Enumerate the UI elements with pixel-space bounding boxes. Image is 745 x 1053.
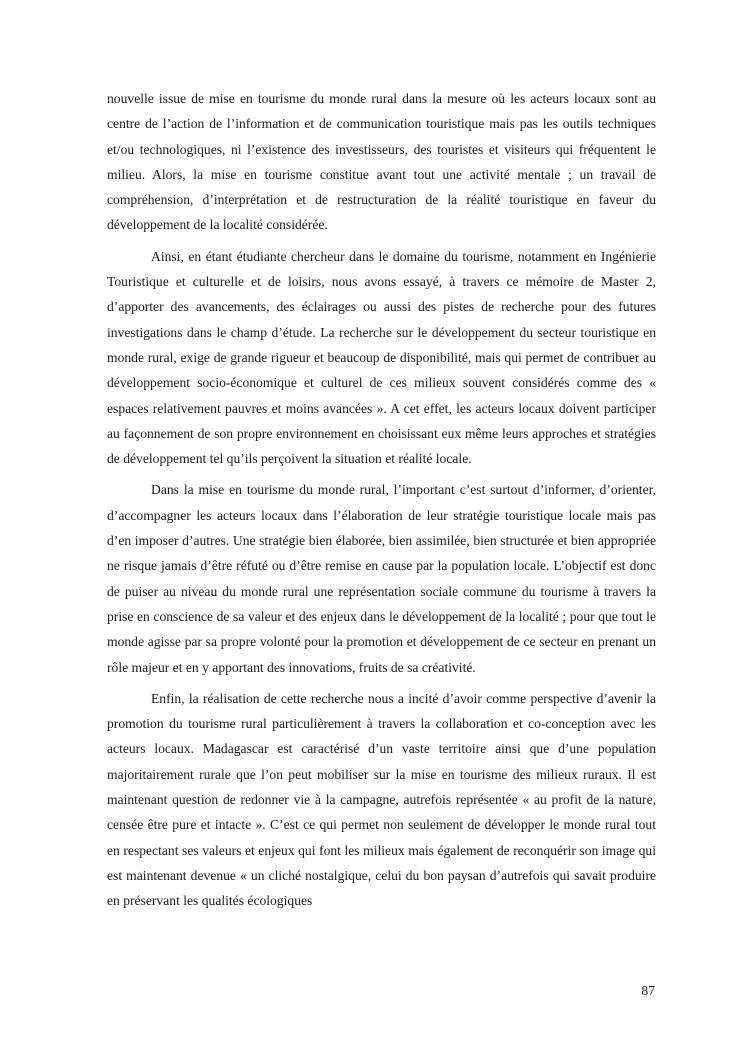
body-text [107, 86, 656, 920]
page-number: 87 [641, 983, 655, 998]
paragraph-ainsi: Ainsi, en étant étudiante chercheur dans le domaine du tourisme, notamment en Ingénierie Touristique et culturelle et de loisirs, nous avons essayé, à travers ce mémoire de Master 2, d’apporter des avancements, des éclairages ou aussi des pistes de recherche pour des futures investigations dans le champ d’étude. La recherche sur le développement du secteur touristique en monde rural, exige de grande rigueur et beaucoup de disponibilité, mais qui permet de contribuer au développement socio-économique et culturel de ces milieux souvent considérés comme des « espaces relativement pauvres et moins avancées ». A cet effet, les acteurs locaux doivent participer au façonnement de son propre environnement en choisissant eux même leurs approches et stratégies de développement tel qu’ils perçoivent la situation et réalité locale. [107, 248, 656, 467]
paragraph-continuation: nouvelle issue de mise en tourisme du monde rural dans la mesure où les acteurs locaux sont au centre de l’action de l’information et de communication touristique mais pas les outils techniques et/ou technologiques, ni l’existence des investisseurs, des touristes et visiteurs qui fréquentent le milieu. Alors, la mise en tourisme constitue avant tout une activité mentale ; un travail de compréhension, d’interprétation et de restructuration de la réalité touristique en faveur du développement de la localité considérée. [107, 91, 656, 233]
paragraph-dans-la-mise: Dans la mise en tourisme du monde rural, l’important c’est surtout d’informer, d’orienter, d’accompagner les acteurs locaux dans l’élaboration de leur stratégie touristique locale mais pas d’en imposer d’autres. Une stratégie bien élaborée, bien assimilée, bien structurée et bien appropriée ne risque jamais d’être réfuté ou d’être remise en cause par la population locale. L’objectif est donc de puiser au niveau du monde rural une représentation sociale commune du tourisme à travers la prise en conscience de sa valeur et des enjeux dans le développement de la localité ; pour que tout le monde agisse par sa propre volonté pour la promotion et développement de ce secteur en prenant un rôle majeur et en y apportant des innovations, fruits de sa créativité. [107, 482, 656, 675]
paragraph-enfin: Enfin, la réalisation de cette recherche nous a incité d’avoir comme perspective d’avenir la promotion du tourisme rural particulièrement à travers la collaboration et co-conception avec les acteurs locaux. Madagascar est caractérisé d’un vaste territoire ainsi que d’une population majoritairement rurale que l’on peut mobiliser sur la mise en tourisme des milieux ruraux. Il est maintenant question de redonner vie à la campagne, autrefois représentée « au profit de la nature, censée être pure et intacte ». C’est ce qui permet non seulement de développer le monde rural tout en respectant ses valeurs et enjeux qui font les milieux mais également de reconquérir son image qui est maintenant devenue « un cliché nostalgique, celui du bon paysan d’autrefois qui savait produire en préservant les qualités écologiques [107, 690, 656, 909]
